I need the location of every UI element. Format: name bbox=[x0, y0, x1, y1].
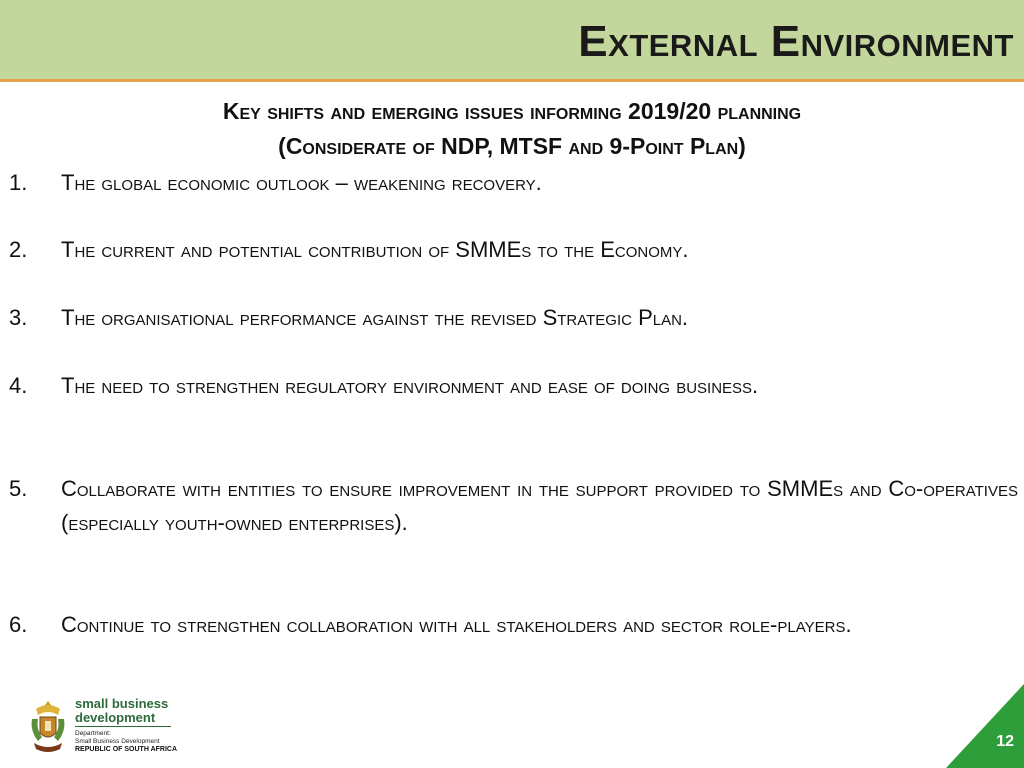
list-number: 6. bbox=[9, 612, 28, 637]
department-logo bbox=[28, 697, 178, 757]
coat-of-arms-icon bbox=[28, 697, 68, 755]
list-text: Continue to strengthen collaboration with all stakeholders and sector role-players. bbox=[61, 612, 852, 637]
list-number: 5. bbox=[9, 476, 28, 501]
logo-department-text: Department: Small Business Development bbox=[75, 730, 160, 745]
list-text: Collaborate with entities to ensure improvement in the support provided to SMMEs and Co-operatives (especially youth-owned enterprises). bbox=[61, 476, 1018, 535]
list-number: 3. bbox=[9, 305, 28, 330]
logo-divider bbox=[75, 726, 171, 727]
list-text: The need to strengthen regulatory environment and ease of doing business. bbox=[61, 373, 759, 398]
list-number: 2. bbox=[9, 237, 28, 262]
list-text: The current and potential contribution of SMMEs to the Economy. bbox=[61, 237, 689, 262]
subtitle-line-2: (Considerate of NDP, MTSF and 9-Point Plan) bbox=[278, 133, 746, 159]
list-number: 4. bbox=[9, 373, 28, 398]
page-number: 12 bbox=[996, 733, 1014, 750]
logo-brand-text: small business development bbox=[75, 696, 169, 725]
list-text: The global economic outlook – weakening recovery. bbox=[61, 170, 542, 195]
slide-title: External Environment bbox=[578, 17, 1014, 66]
list-text: The organisational performance against the revised Strategic Plan. bbox=[61, 305, 689, 330]
list-number: 1. bbox=[9, 170, 28, 195]
corner-triangle bbox=[946, 684, 1024, 768]
subtitle-line-1: Key shifts and emerging issues informing 2019/20 planning bbox=[222, 98, 802, 124]
logo-country-text: REPUBLIC OF SOUTH AFRICA bbox=[75, 746, 178, 753]
